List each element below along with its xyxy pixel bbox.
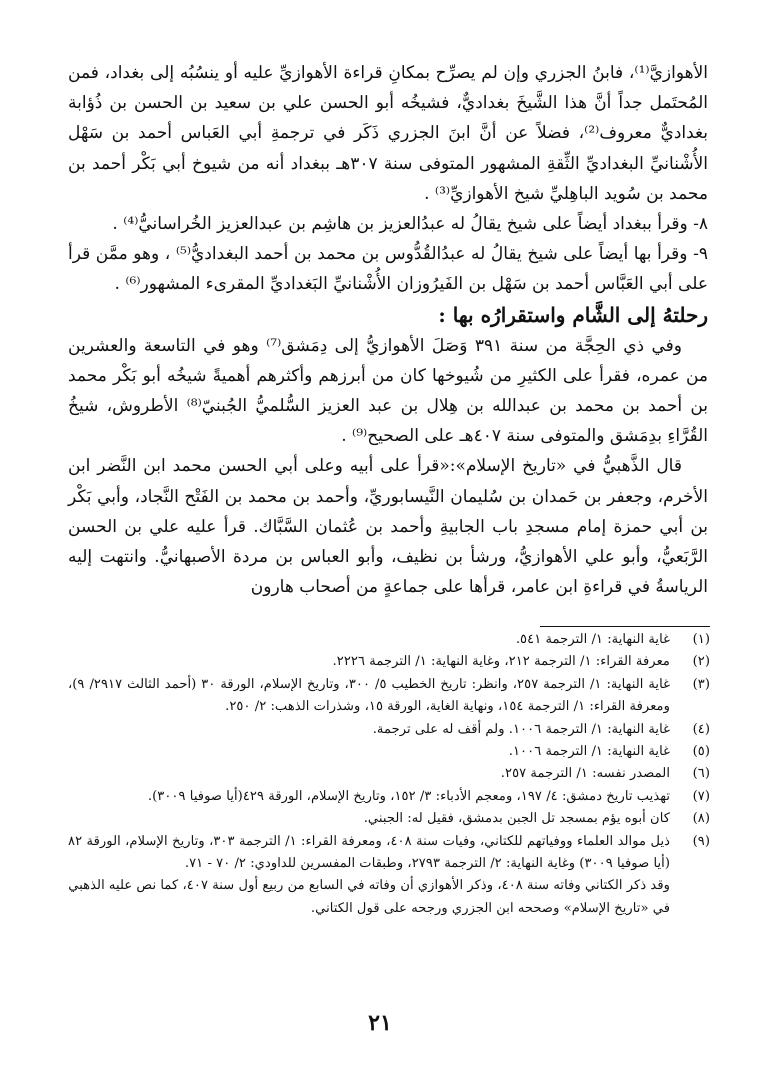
- paragraph-item-8: ٨- وقرأ ببغداد أيضاً على شيخ يقالُ له عبدُالعزيز بن هاشِم بن عبدالعزيز الخُراسانيُّ⁽⁴⁾ .: [112, 214, 708, 235]
- paragraph-dhahabi-quote: قال الذَّهبيُّ في «تاريخ الإسلام»:«قرأ على أبيه وعلى أبي الحسن محمد ابن النَّضر ابن الأخرم، وجعفر بن حَمدان بن سُليمان النَّيسابوريِّ، وأحمد بن محمد بن الفَتْح النَّجاد، وأبي بَكْر بن أبي حمزة إمام مسجدِ باب الجابيةِ وأحمد بن عُثمان السَّبَّاك. قرأ عليه علي بن الحسن الرَّبَعيُّ، وأبو علي الأهوازيُّ، ورشأ بن نظيف، وأبو العباس بن مردة الأصبهانيُّ. وانتهت إليه الرياسةُ في قراءةِ ابن عامر، قرأها على جماعةٍ من أصحاب هارون: [68, 456, 708, 598]
- footnote-number: (٩): [692, 833, 710, 849]
- footnote-text: كان أبوه يؤم بمسجد تل الجبن بدمشق، فقيل له: الجبني.: [363, 811, 670, 827]
- footnote-number: (٤): [692, 721, 710, 737]
- footnote-number: (٦): [692, 766, 710, 782]
- footnote-number: (٧): [692, 788, 710, 804]
- main-text: [68, 58, 708, 602]
- footnote-number: (١): [692, 632, 710, 647]
- footnote: [68, 786, 710, 808]
- footnote: [68, 674, 710, 719]
- paragraph-damascus: وفي ذي الحِجَّة من سنة ٣٩١ وَصَلَ الأهوازيُّ إلى دِمَشق⁽⁷⁾ وهو في التاسعة والعشرين من عمره، فقرأ على الكثيرِ من شُيوخها كان من أبرزهم وأكثرهم أهميةً شيخُه أبو بَكْر محمد بن أحمد بن محمد بن عبدالله بن هِلال بن عبد العزيز السُّلميُّ الجُبنيّ⁽⁸⁾ الأطروش، شيخُ القُرَّاءِ بدِمَشق والمتوفى سنة ٤٠٧هـ على الصحيح⁽⁹⁾ .: [68, 335, 709, 447]
- footnote-text: المصدر نفسه: ١/ الترجمة ٢٥٧.: [500, 766, 670, 782]
- footnote-number: (٣): [692, 676, 710, 692]
- footnote-text: تهذيب تاريخ دمشق: ٤/ ١٩٧، ومعجم الأدباء: ٣/ ١٥٢، وتاريخ الإسلام، الورقة ٤٢٩(أيا صوفيا ٣٠٠٩).: [147, 788, 670, 804]
- footnote: [68, 719, 710, 741]
- footnote: [68, 741, 710, 763]
- footnotes: [68, 629, 710, 920]
- footnote-number: (٢): [692, 654, 710, 670]
- footnote: [68, 763, 710, 785]
- footnote-text: غاية النهاية: ١/ الترجمة ١٠٠٦. ولم أقف له على ترجمة.: [372, 721, 670, 737]
- footnote-continuation: وقد ذكر الكتاني وفاته سنة ٤٠٨، وذكر الأهوازي أن وفاته في السابع من ربيع أول سنة ٤٠٧، كما نص عليه الذهبي في «تاريخ الإسلام» وصححه ابن الجزري ورجحه على قول الكتاني.: [68, 878, 670, 916]
- footnote-text: غاية النهاية: ١/ الترجمة ١٠٠٦.: [508, 744, 670, 760]
- footnote-number: (٥): [692, 744, 710, 760]
- footnote-text: معرفة القراء: ١/ الترجمة ٢١٢، وغاية النهاية: ١/ الترجمة ٢٢٢٦.: [332, 654, 670, 670]
- footnote-number: (٨): [692, 811, 710, 827]
- footnote-text: ذيل موالد العلماء ووفياتهم للكتاني، وفيات سنة ٤٠٨، ومعرفة القراء: ١/ الترجمة ٣٠٣، وتاريخ الإسلام، الورقة ٨٢ (أيا صوفيا ٣٠٠٩) وغاية النهاية: ٢/ الترجمة ٢٧٩٣، وطبقات المفسرين للداودي: ٢/ ٧٠ - ٧١.: [68, 833, 670, 872]
- page-number: ٢١: [368, 1010, 392, 1036]
- footnote-text: غاية النهاية: ١/ الترجمة ٢٥٧، وانظر: تاريخ الخطيب ٥/ ٣٠٠، وتاريخ الإسلام، الورقة ٣٠ (أحمد الثالث ٢٩١٧/ ٩)، ومعرفة القراء: ١/ الترجمة ١٥٤، ونهاية الغاية، الورقة ١٥، وشذرات الذهب: ٢/ ٢٥٠.: [68, 676, 670, 715]
- footnote-text: غاية النهاية: ١/ الترجمة ٥٤١.: [515, 632, 670, 647]
- section-heading: رحلتهُ إلى الشَّام واستقرارُه بها :: [438, 302, 708, 327]
- footnote: [68, 629, 710, 651]
- paragraph-item-9: ٩- وقرأ بها أيضاً على شيخ يقالُ له عبدُالقُدُّوس بن محمد بن أحمد البغداديُّ⁽⁵⁾ ، وهو ممَّن قرأ على أبي العَبَّاس أحمد بن سَهْل بن الفَيرُوزان الأُشْنانيِّ البَغداديِّ المقرىء المشهور⁽⁶⁾ .: [68, 244, 708, 295]
- footnote: [68, 651, 710, 673]
- footnote: [68, 831, 710, 876]
- footnote-separator: [540, 626, 710, 627]
- footnote: [68, 808, 710, 830]
- paragraph-1: الأهوازيَّ⁽¹⁾، فابنُ الجزري وإن لم يصرِّح بمكانِ قراءة الأهوازيِّ عليه أو ينسُبُه إلى بغداد، فمن المُحتَمل جداً أنَّ هذا الشَّيخَ بغداديٌّ، فشيخُه أبو الحسن علي بن سعيد بن الحسن بن ذُؤابة بغداديٌّ معروف⁽²⁾، فضلاً عن أنَّ ابنَ الجزري ذَكَر في ترجمةِ أبي العَباس أحمد بن سَهْل الأُشْنانيِّ البغداديِّ الثِّقةِ المشهور المتوفى سنة ٣٠٧هـ ببغداد أنه من شيوخ أبي بَكْر أحمد بن محمد بن سُويد الباهِليِّ شيخ الأهوازيِّ⁽³⁾ .: [68, 63, 708, 204]
